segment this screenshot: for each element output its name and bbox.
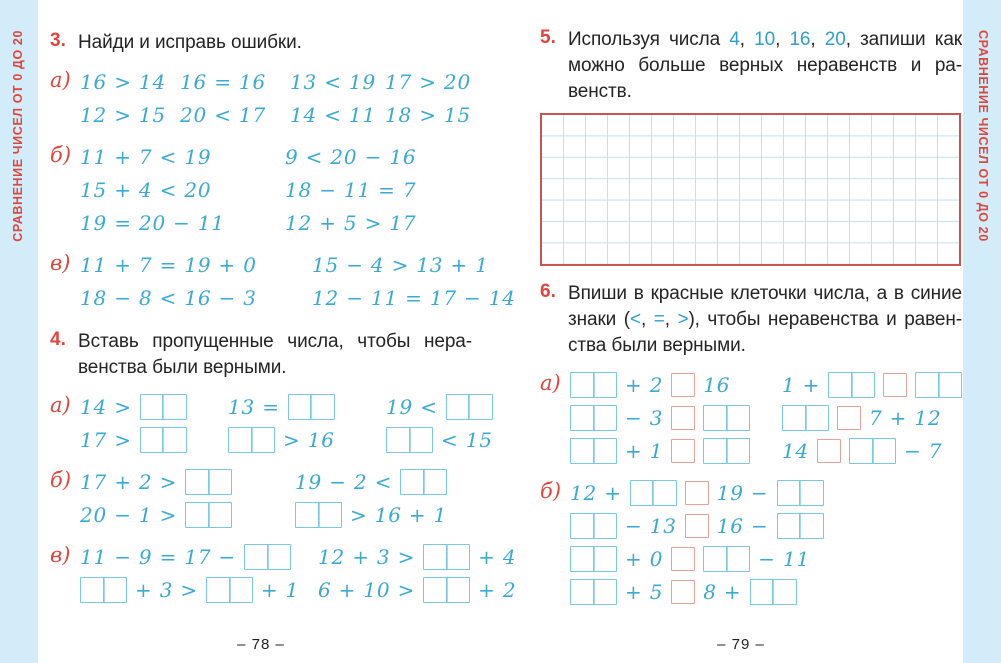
task-cell xyxy=(80,423,228,456)
answer-box-red xyxy=(671,373,695,397)
answer-box-red xyxy=(671,439,695,463)
answer-box-blue xyxy=(446,394,493,420)
handwritten-expression: 12 − 11 = 17 − 14 xyxy=(312,285,516,310)
task-cell xyxy=(80,498,295,531)
title-text: , xyxy=(775,29,790,50)
title-text: = xyxy=(653,309,665,330)
answer-box-blue xyxy=(206,577,253,603)
handwritten-expression: − 13 xyxy=(625,513,677,538)
answer-box-blue xyxy=(140,427,187,453)
answer-box-blue xyxy=(570,546,617,572)
answer-box-blue xyxy=(386,427,433,453)
squared-answer-grid xyxy=(540,113,961,266)
task-cell xyxy=(570,434,782,467)
handwritten-expression: 19 = 20 − 11 xyxy=(80,210,225,235)
exercise-6 xyxy=(540,281,964,608)
task-cell xyxy=(386,390,493,423)
task-cell xyxy=(80,65,180,98)
handwritten-expression: 11 + 7 = 19 + 0 xyxy=(80,252,257,277)
task-cell xyxy=(80,173,285,206)
group-label: а) xyxy=(50,68,71,92)
exercise-5 xyxy=(540,27,964,266)
right-margin-section-title: СРАВНЕНИЕ ЧИСЕЛ ОТ 0 ДО 20 xyxy=(976,30,990,242)
answer-box-blue xyxy=(777,480,824,506)
handwritten-expression: 7 + 12 xyxy=(869,405,942,430)
handwritten-expression: 16 = 16 xyxy=(180,69,266,94)
task-cell xyxy=(570,401,782,434)
task-cell xyxy=(318,540,516,573)
left-margin-section-title: СРАВНЕНИЕ ЧИСЕЛ ОТ 0 ДО 20 xyxy=(11,30,25,242)
handwritten-expression: + 3 > xyxy=(135,577,198,602)
handwritten-expression: 14 < 11 xyxy=(290,102,376,127)
handwritten-expression: 1 + xyxy=(782,372,821,397)
title-text: , xyxy=(640,309,654,330)
task-cell xyxy=(782,401,964,434)
handwritten-expression: 19 < xyxy=(386,394,438,419)
answer-box-blue xyxy=(915,372,962,398)
title-text: , xyxy=(664,309,678,330)
left-page-edge-band xyxy=(0,0,38,663)
task-cell xyxy=(228,423,386,456)
answer-box-blue xyxy=(423,544,470,570)
task-cell xyxy=(80,390,228,423)
title-text: ства были верными. xyxy=(568,335,746,356)
task-rows xyxy=(80,65,484,131)
title-line xyxy=(78,329,472,355)
answer-box-blue xyxy=(782,405,829,431)
task-cell xyxy=(180,65,290,98)
title-line xyxy=(568,53,962,79)
task-cell xyxy=(285,140,484,173)
title-line xyxy=(568,307,962,333)
handwritten-expression: 13 = xyxy=(228,394,280,419)
answer-box-blue xyxy=(288,394,335,420)
handwritten-expression: 15 + 4 < 20 xyxy=(80,177,212,202)
answer-box-red xyxy=(671,406,695,430)
task-cell xyxy=(782,434,964,467)
handwritten-expression: 16 > 14 xyxy=(80,69,166,94)
exercise-title xyxy=(78,329,472,381)
group-label: б) xyxy=(50,143,72,167)
handwritten-expression: 17 > xyxy=(80,427,132,452)
title-text: , запиши как xyxy=(845,29,963,50)
task-cell xyxy=(80,140,285,173)
task-cell xyxy=(385,65,484,98)
exercise-title xyxy=(568,281,962,359)
task-rows xyxy=(570,476,964,608)
handwritten-expression: 19 − 2 < xyxy=(295,469,393,494)
exercise-header xyxy=(50,329,472,381)
handwritten-expression: 12 + 5 > 17 xyxy=(285,210,417,235)
task-group xyxy=(50,248,516,314)
answer-box-blue xyxy=(295,502,342,528)
task-cell xyxy=(318,573,516,606)
handwritten-expression: > 16 xyxy=(283,427,335,452)
title-line xyxy=(568,333,962,359)
task-cell xyxy=(285,206,484,239)
answer-box-red xyxy=(685,481,709,505)
answer-box-red xyxy=(817,439,841,463)
task-group xyxy=(50,65,484,131)
handwritten-expression: 12 + 3 > xyxy=(318,544,416,569)
page-78 xyxy=(38,0,517,663)
task-cell xyxy=(312,248,516,281)
task-cell xyxy=(570,476,964,509)
answer-box-blue xyxy=(185,469,232,495)
task-cell xyxy=(80,206,285,239)
handwritten-expression: + 4 xyxy=(478,544,517,569)
task-cell xyxy=(570,509,964,542)
title-line xyxy=(568,79,962,105)
title-text: венства были верными. xyxy=(78,357,287,378)
title-text: Вставь пропущенные числа, чтобы нера- xyxy=(78,331,472,352)
page-number-left: – 78 – xyxy=(237,636,285,653)
handwritten-expression: 11 + 7 < 19 xyxy=(80,144,212,169)
handwritten-expression: 11 − 9 = 17 − xyxy=(80,544,237,569)
handwritten-expression: − 11 xyxy=(758,546,811,571)
title-text: Впиши в красные клеточки числа, а в синие xyxy=(568,283,962,304)
answer-box-blue xyxy=(828,372,875,398)
handwritten-expression: 18 − 11 = 7 xyxy=(285,177,417,202)
group-label: в) xyxy=(50,543,71,567)
handwritten-expression: 18 > 15 xyxy=(385,102,471,127)
task-cell xyxy=(80,540,318,573)
task-cell xyxy=(285,173,484,206)
answer-box-blue xyxy=(140,394,187,420)
exercise-4 xyxy=(50,329,517,606)
title-text: ), чтобы неравенства и равен- xyxy=(688,309,963,330)
page-number-right: – 79 – xyxy=(717,636,765,653)
task-cell xyxy=(295,498,484,531)
task-cell xyxy=(180,98,290,131)
handwritten-expression: 15 − 4 > 13 + 1 xyxy=(312,252,489,277)
title-line xyxy=(78,355,472,381)
title-text: , xyxy=(739,29,755,50)
answer-box-red xyxy=(671,580,695,604)
task-cell xyxy=(570,575,964,608)
page-79 xyxy=(518,0,964,663)
answer-box-blue xyxy=(703,405,750,431)
handwritten-expression: > 16 + 1 xyxy=(350,502,448,527)
task-cell xyxy=(385,98,484,131)
handwritten-expression: 16 xyxy=(703,372,731,397)
group-label: б) xyxy=(50,468,72,492)
handwritten-expression: 17 > 20 xyxy=(385,69,471,94)
answer-box-blue xyxy=(185,502,232,528)
exercise-number: 6. xyxy=(540,281,556,302)
answer-box-blue xyxy=(570,372,617,398)
task-cell xyxy=(386,423,493,456)
task-cell xyxy=(228,390,386,423)
handwritten-expression: + 1 xyxy=(260,577,300,602)
handwritten-expression: 14 xyxy=(782,438,810,463)
answer-box-blue xyxy=(703,546,750,572)
task-cell xyxy=(80,281,312,314)
exercise-title xyxy=(78,30,472,56)
handwritten-expression: − 3 xyxy=(625,405,664,430)
task-cell xyxy=(290,98,385,131)
task-cell xyxy=(80,248,312,281)
exercise-header xyxy=(540,27,962,105)
handwritten-expression: − 7 xyxy=(904,438,943,463)
task-rows xyxy=(80,540,516,606)
answer-box-blue xyxy=(703,438,750,464)
title-text: можно больше верных неравенств и ра- xyxy=(568,55,962,76)
group-label: б) xyxy=(540,479,562,503)
answer-box-blue xyxy=(400,469,447,495)
exercise-number: 3. xyxy=(50,30,66,51)
handwritten-expression: 16 − xyxy=(716,513,769,538)
title-text: Используя числа xyxy=(568,29,730,50)
right-page-edge-band xyxy=(963,0,1001,663)
task-group xyxy=(50,390,493,456)
exercise-title xyxy=(568,27,962,105)
handwritten-expression: + 0 xyxy=(625,546,664,571)
task-rows xyxy=(80,140,484,239)
handwritten-expression: 20 − 1 > xyxy=(80,502,178,527)
task-cell xyxy=(782,368,964,401)
task-group xyxy=(50,465,484,531)
title-text: 16 xyxy=(789,29,811,50)
handwritten-expression: 14 > xyxy=(80,394,132,419)
answer-box-blue xyxy=(849,438,896,464)
handwritten-expression: 19 − xyxy=(716,480,769,505)
title-text: , xyxy=(810,29,825,50)
group-label: а) xyxy=(540,371,561,395)
task-rows xyxy=(80,390,493,456)
answer-box-blue xyxy=(244,544,291,570)
handwritten-expression: + 2 xyxy=(625,372,664,397)
title-text: < xyxy=(629,309,641,330)
task-cell xyxy=(80,465,295,498)
handwritten-expression: 17 + 2 > xyxy=(80,469,178,494)
title-line xyxy=(568,27,962,53)
answer-box-red xyxy=(685,514,709,538)
handwritten-expression: + 2 xyxy=(478,577,517,602)
handwritten-expression: + 5 xyxy=(625,579,664,604)
task-rows xyxy=(570,368,964,467)
handwritten-expression: 6 + 10 > xyxy=(318,577,416,602)
handwritten-expression: 18 − 8 < 16 − 3 xyxy=(80,285,257,310)
task-cell xyxy=(80,98,180,131)
group-label: в) xyxy=(50,251,71,275)
task-cell xyxy=(290,65,385,98)
task-group xyxy=(540,476,964,608)
answer-box-red xyxy=(671,547,695,571)
task-cell xyxy=(80,573,318,606)
task-group xyxy=(50,540,517,606)
handwritten-expression: 9 < 20 − 16 xyxy=(285,144,417,169)
task-cell xyxy=(312,281,516,314)
title-text: 4 xyxy=(729,29,740,50)
answer-box-blue xyxy=(570,513,617,539)
handwritten-expression: 8 + xyxy=(703,579,742,604)
title-text: 20 xyxy=(824,29,846,50)
title-text: венств. xyxy=(568,81,632,102)
exercise-3 xyxy=(50,30,516,314)
title-line xyxy=(78,30,472,56)
title-line xyxy=(568,281,962,307)
task-cell xyxy=(295,465,484,498)
task-rows xyxy=(80,248,516,314)
answer-box-blue xyxy=(423,577,470,603)
exercise-number: 5. xyxy=(540,27,556,48)
title-text: Найди и исправь ошибки. xyxy=(78,32,302,53)
task-cell xyxy=(570,368,782,401)
task-cell xyxy=(570,542,964,575)
handwritten-expression: 12 + xyxy=(570,480,622,505)
task-group xyxy=(50,140,484,239)
handwritten-expression: + 1 xyxy=(625,438,664,463)
answer-box-blue xyxy=(80,577,127,603)
title-text: знаки ( xyxy=(568,309,630,330)
answer-box-blue xyxy=(630,480,677,506)
title-text: 10 xyxy=(754,29,776,50)
answer-box-blue xyxy=(570,579,617,605)
handwritten-expression: < 15 xyxy=(441,427,493,452)
answer-box-blue xyxy=(570,405,617,431)
task-group xyxy=(540,368,964,467)
exercise-header xyxy=(50,30,472,56)
group-label: а) xyxy=(50,393,71,417)
exercise-header xyxy=(540,281,962,359)
answer-box-blue xyxy=(228,427,275,453)
handwritten-expression: 12 > 15 xyxy=(80,102,166,127)
handwritten-expression: 13 < 19 xyxy=(290,69,376,94)
exercise-number: 4. xyxy=(50,329,66,350)
answer-box-blue xyxy=(570,438,617,464)
answer-box-red xyxy=(883,373,907,397)
answer-box-red xyxy=(837,406,861,430)
answer-box-blue xyxy=(777,513,824,539)
task-rows xyxy=(80,465,484,531)
answer-box-blue xyxy=(750,579,797,605)
handwritten-expression: 20 < 17 xyxy=(180,102,266,127)
title-text: > xyxy=(677,309,689,330)
